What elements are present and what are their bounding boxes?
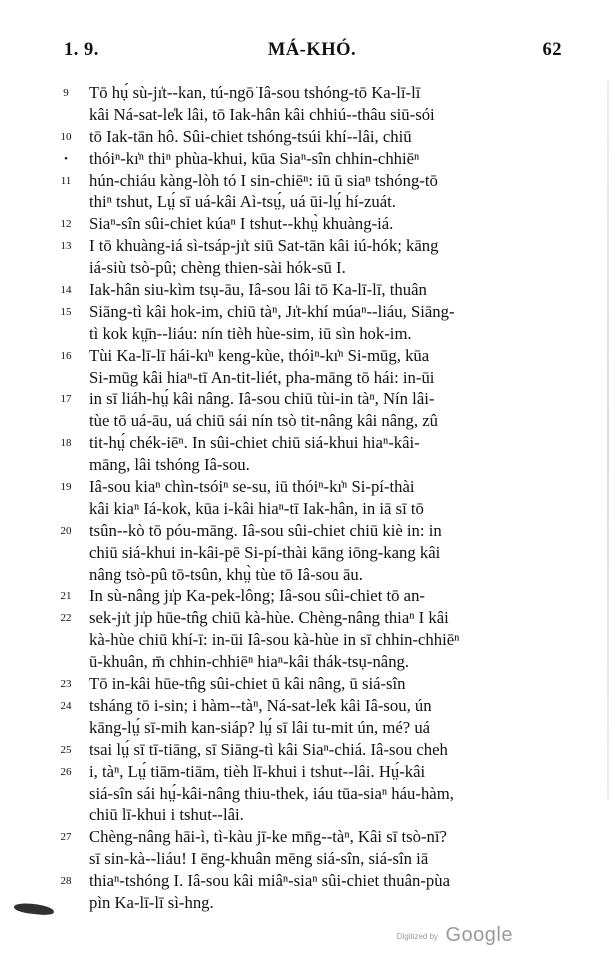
text-line	[0, 191, 615, 213]
verse-number: 21	[60, 590, 72, 603]
page-title: MÁ-KHÓ.	[267, 40, 357, 60]
line-text: tsûn--kò tō póu-māng. Iâ-sou sûi-chiet chiū kiè in: in	[89, 520, 442, 540]
verse-number: 22	[60, 612, 72, 625]
verse-number: •	[64, 152, 68, 165]
line-text: Tō hụ́ sù-jı̍t--kan, tú-ngō͘ Iâ-sou tshóng-tō Ka-lī-lī	[89, 83, 421, 102]
text-line	[0, 82, 615, 104]
text-line	[0, 673, 615, 695]
line-text: ū-khuân, m̄ chhin-chhiēⁿ hiaⁿ-kâi thák-tsụ-nâng.	[89, 652, 410, 672]
verse-number: 14	[60, 284, 72, 297]
text-line	[0, 717, 615, 739]
text-line	[0, 279, 615, 301]
scan-edge-shadow	[607, 80, 609, 800]
text-line	[0, 498, 615, 520]
line-text: Siāng-tì kâi hok-im, chiū tàⁿ, Jı̍t-khí múaⁿ--liáu, Siāng-	[89, 301, 455, 321]
verse-number: 11	[60, 174, 72, 187]
verse-number: 18	[60, 437, 72, 450]
text-line	[0, 476, 615, 498]
text-line	[0, 454, 615, 476]
text-line	[0, 520, 615, 542]
text-line	[0, 367, 615, 389]
line-text: māng, lâi tshóng Iâ-sou.	[89, 455, 250, 475]
text-line	[0, 323, 615, 345]
text-line	[0, 301, 615, 323]
text-line	[0, 761, 615, 783]
line-text: in sī liáh-hṳ́ kâi nâng. Iâ-sou chiū tùi-in tàⁿ, Nín lâi-	[89, 389, 435, 409]
text-line	[0, 695, 615, 717]
text-line	[0, 257, 615, 279]
line-text: i, tàⁿ, Lṳ́ tiām-tiām, tièh lī-khui i tshut--lâi. Hṳ́-kâi	[89, 761, 426, 781]
text-line	[0, 388, 615, 410]
verse-number: 17	[60, 393, 72, 406]
line-text: thóiⁿ-kı̍ⁿ thiⁿ phùa-khui, kūa Siaⁿ-sîn chhin-chhiēⁿ	[89, 148, 420, 168]
verse-number: 16	[60, 349, 72, 362]
line-text: Tō in-kâi hūe-tn̂g sûi-chiet ū kâi nâng, ū siá-sîn	[89, 674, 406, 694]
page-header	[62, 40, 562, 68]
text-line	[0, 564, 615, 586]
page-number: 62	[542, 40, 562, 60]
line-text: sek-jı̍t jı̍p hūe-tn̂g chiū kà-hùe. Chèng-nâng thiaⁿ I kâi	[89, 608, 449, 628]
line-text: siá-sîn sái hṳ́-kâi-nâng thiu-thek, iáu tūa-siaⁿ háu-hàm,	[89, 783, 454, 803]
line-text: kāng-lṳ́ sī-mih kan-siáp? lṳ́ sī lâi tu-mit ún, mé? uá	[89, 717, 431, 737]
text-line	[0, 804, 615, 826]
text-line	[0, 126, 615, 148]
text-line	[0, 104, 615, 126]
line-text: Siaⁿ-sîn sûi-chiet kúaⁿ I tshut--khṳ̀ khuàng-iá.	[89, 214, 394, 234]
text-line	[0, 848, 615, 870]
verse-number: 12	[60, 218, 72, 231]
line-text: tit-hṳ́ chék-iēⁿ. In sûi-chiet chiū siá-khui hiaⁿ-kâi-	[89, 433, 420, 453]
text-line	[0, 892, 615, 914]
verse-number: 24	[60, 699, 72, 712]
line-text: kâi kiaⁿ Iá-kok, kūa i-kâi hiaⁿ-tī Iak-hân, in iā sī tō	[89, 498, 424, 518]
text-line	[0, 148, 615, 170]
text-line	[0, 651, 615, 673]
text-line	[0, 607, 615, 629]
verse-number: 10	[60, 130, 72, 143]
digitized-watermark	[397, 924, 513, 947]
text-line	[0, 170, 615, 192]
google-logo: Google	[445, 924, 513, 946]
line-text: kà-hùe chiū khí-ī: in-ūi Iâ-sou kà-hùe in sī chhin-chhiēⁿ	[89, 630, 460, 650]
line-text: nâng tsò-pû tō-tsûn, khṳ̀ tùe tō Iâ-sou āu.	[89, 564, 363, 584]
text-line	[0, 432, 615, 454]
text-line	[0, 410, 615, 432]
text-line	[0, 542, 615, 564]
body-text	[0, 82, 615, 914]
text-line	[0, 629, 615, 651]
line-text: hún-chiáu kàng-lòh tó I sin-chiēⁿ: iū ū siaⁿ tshóng-tō	[89, 170, 438, 190]
verse-number: 13	[60, 240, 72, 253]
verse-number: 19	[60, 481, 72, 494]
chapter-verse-ref: 1. 9.	[64, 40, 99, 60]
verse-number: 25	[60, 743, 72, 756]
text-line	[0, 783, 615, 805]
line-text: thiaⁿ-tshóng I. Iâ-sou kâi miâⁿ-siaⁿ sûi-chiet thuân-pùa	[89, 871, 451, 891]
line-text: chiū lī-khui i tshut--lâi.	[89, 805, 244, 825]
verse-number: 28	[60, 875, 72, 888]
line-text: chiū siá-khui in-kâi-pē Si-pí-thài kāng iōng-kang kâi	[89, 542, 441, 562]
line-text: tùe tō uá-āu, uá chiū sái nín tsò tit-nâng kâi nâng, zû	[89, 411, 438, 431]
verse-number: 27	[60, 831, 72, 844]
line-text: tsháng tō i-sin; i hàm--tàⁿ, Ná-sat-le̍k kâi Iâ-sou, ún	[89, 695, 432, 715]
verse-number: 23	[60, 678, 72, 691]
text-line	[0, 213, 615, 235]
text-line	[0, 235, 615, 257]
line-text: I tō khuàng-iá sì-tsáp-jı̍t siū Sat-tān kâi iú-hók; kāng	[89, 236, 439, 256]
line-text: thiⁿ tshut, Lṳ́ sī uá-kâi Aì-tsṳ́, uá ūi-lṳ́ hí-zuát.	[89, 192, 396, 212]
line-text: iá-siù tsò-pû; chèng thien-sài hók-sū I.	[89, 258, 346, 278]
text-line	[0, 826, 615, 848]
line-text: Tùi Ka-lī-lī hái-kı̍ⁿ keng-kùe, thóiⁿ-kı̍ⁿ Si-mūg, kūa	[89, 345, 430, 365]
line-text: In sù-nâng jı̍p Ka-pek-lông; Iâ-sou sûi-chiet tō an-	[89, 586, 425, 606]
verse-number: 9	[63, 87, 69, 99]
line-text: pìn Ka-lī-lī sì-hng.	[89, 892, 214, 912]
line-text: Iak-hân siu-kìm tsụ-āu, Iâ-sou lâi tō Ka-lī-lī, thuân	[89, 280, 427, 300]
verse-number: 15	[60, 305, 72, 318]
text-line	[0, 585, 615, 607]
verse-number: 20	[60, 524, 72, 537]
line-text: kâi Ná-sat-le̍k lâi, tō Iak-hân kâi chhiú--thâu siū-sói	[89, 104, 435, 124]
watermark-prefix: Digitized by	[396, 932, 439, 941]
line-text: tì kok kṳ̄n--liáu: nín tièh hùe-sim, iū sìn hok-im.	[89, 323, 412, 343]
text-line	[0, 345, 615, 367]
line-text: Iâ-sou kiaⁿ chìn-tsóiⁿ se-su, iū thóiⁿ-kı̍ⁿ Si-pí-thài	[89, 477, 415, 497]
text-line	[0, 870, 615, 892]
line-text: Chèng-nâng hāi-ì, tì-kàu jī-ke mn̄g--tàⁿ, Kâi sī tsò-nī?	[89, 827, 447, 847]
line-text: tsai lṳ́ sī tī-tiāng, sī Siāng-tì kâi Siaⁿ-chiá. Iâ-sou cheh	[89, 739, 448, 759]
line-text: Si-mūg kâi hiaⁿ-tī An-tit-liét, pha-māng tō hái: in-ūi	[89, 367, 435, 387]
verse-number: 26	[60, 765, 72, 778]
line-text: sī sin-kà--liáu! I ēng-khuân mēng siá-sîn, siá-sîn iā	[89, 849, 429, 869]
text-line	[0, 739, 615, 761]
line-text: tō Iak-tān hô. Sûi-chiet tshóng-tsúi khí--lâi, chiū	[89, 126, 412, 146]
